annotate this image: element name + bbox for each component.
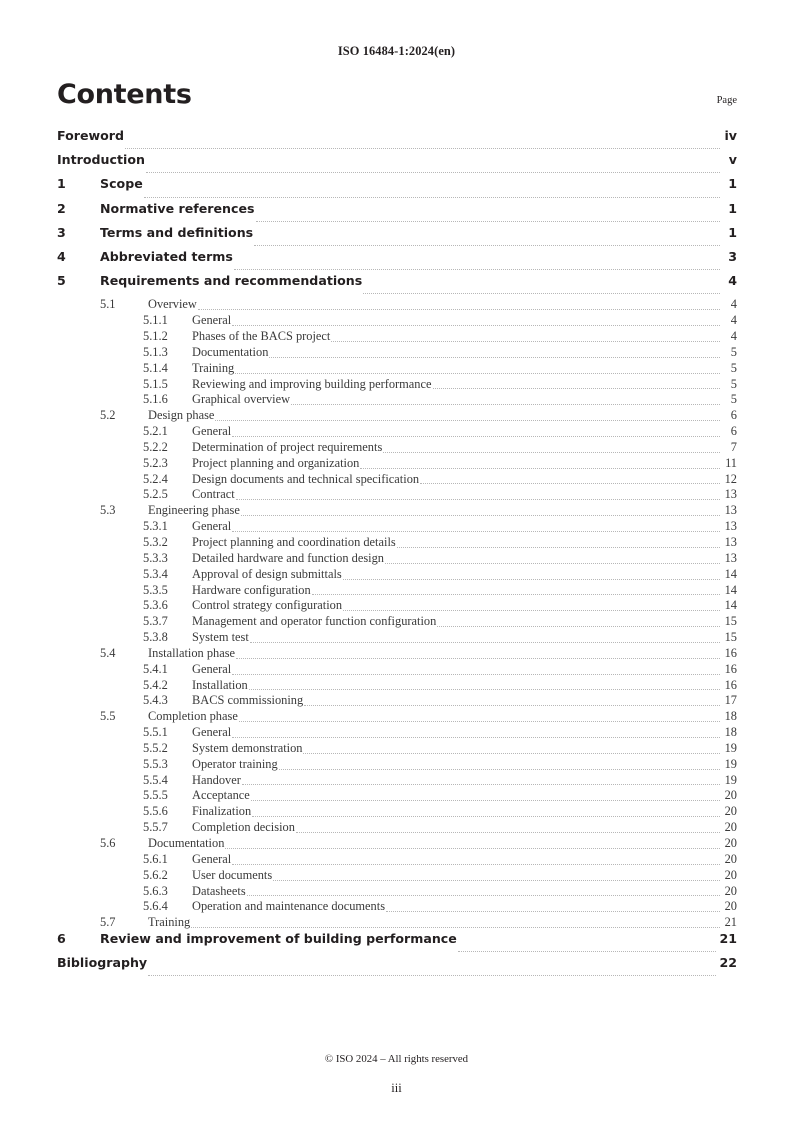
toc-dot-leader xyxy=(250,642,720,643)
toc-entry-label: Introduction xyxy=(57,152,145,168)
toc-entry[interactable] xyxy=(57,361,737,377)
toc-entry-number: 5.1.5 xyxy=(143,376,168,391)
toc-entry-number: 5.3.7 xyxy=(143,614,168,629)
toc-entry-number: 5.1.3 xyxy=(143,344,168,359)
toc-entry-page-number: 20 xyxy=(724,851,737,866)
toc-entry[interactable] xyxy=(57,646,737,662)
toc-dot-leader xyxy=(241,515,720,516)
toc-entry[interactable] xyxy=(57,128,737,152)
toc-entry-label: Operation and maintenance documents xyxy=(192,899,386,914)
toc-entry[interactable] xyxy=(57,931,737,955)
toc-entry-label: Management and operator function configuration xyxy=(192,614,437,629)
toc-dot-leader xyxy=(279,769,720,770)
toc-entry-page-number: 18 xyxy=(724,725,737,740)
toc-entry-page-number: 5 xyxy=(730,376,737,391)
toc-entry-page-number: 14 xyxy=(724,566,737,581)
toc-dot-leader xyxy=(239,721,720,722)
toc-entry[interactable] xyxy=(57,313,737,329)
toc-entry-label: System test xyxy=(192,630,249,645)
toc-entry-number: 5.4.1 xyxy=(143,661,168,676)
toc-entry-label: Approval of design submittals xyxy=(192,566,342,581)
toc-entry-page-number: 21 xyxy=(719,931,737,947)
toc-dot-leader xyxy=(225,848,720,849)
toc-entry[interactable] xyxy=(57,804,737,820)
toc-entry[interactable] xyxy=(57,678,737,694)
toc-dot-leader xyxy=(437,626,720,627)
toc-dot-leader xyxy=(312,594,720,595)
toc-dot-leader xyxy=(251,800,720,801)
toc-entry-page-number: 13 xyxy=(724,550,737,565)
copyright-notice: © ISO 2024 – All rights reserved xyxy=(324,1053,469,1065)
toc-dot-leader xyxy=(235,373,720,374)
toc-entry-page-number: 19 xyxy=(724,740,737,755)
toc-dot-leader xyxy=(247,895,720,896)
toc-entry-page-number: 20 xyxy=(724,788,737,803)
toc-entry-page-number: 20 xyxy=(724,883,737,898)
toc-entry[interactable] xyxy=(57,440,737,456)
toc-entry-label: Installation xyxy=(192,677,248,692)
toc-entry-label: Engineering phase xyxy=(148,503,240,518)
toc-dot-leader xyxy=(232,737,720,738)
toc-entry-label: General xyxy=(192,313,232,328)
toc-dot-leader xyxy=(273,880,720,881)
toc-dot-leader xyxy=(269,357,720,358)
toc-entry[interactable] xyxy=(57,788,737,804)
toc-entry-label: Bibliography xyxy=(57,955,148,971)
toc-entry-page-number: 14 xyxy=(724,598,737,613)
toc-entry-label: Determination of project requirements xyxy=(192,439,383,454)
toc-dot-leader xyxy=(232,436,720,437)
toc-entry-page-number: 1 xyxy=(728,200,737,216)
toc-entry-label: Normative references xyxy=(100,200,255,216)
toc-entry[interactable] xyxy=(57,225,737,249)
toc-entry-page-number: 4 xyxy=(730,329,737,343)
toc-entry-label: BACS commissioning xyxy=(192,693,304,708)
toc-entry[interactable] xyxy=(57,329,737,345)
toc-entry[interactable] xyxy=(57,820,737,836)
toc-entry-number: 5.3.6 xyxy=(143,598,168,613)
toc-entry-number: 5.3.4 xyxy=(143,566,168,581)
toc-entry-label: Hardware configuration xyxy=(192,582,311,597)
toc-entry-label: Contract xyxy=(192,487,235,502)
toc-dot-leader xyxy=(256,221,721,222)
toc-entry[interactable] xyxy=(57,583,737,599)
toc-entry-label: Acceptance xyxy=(192,788,250,803)
toc-entry-number: 1 xyxy=(57,176,66,192)
toc-dot-leader xyxy=(360,468,720,469)
toc-entry-number: 5.1.6 xyxy=(143,392,168,407)
toc-entry[interactable] xyxy=(57,392,737,408)
toc-entry-number: 5.4 xyxy=(100,645,116,660)
toc-entry[interactable] xyxy=(57,884,737,900)
toc-entry-label: User documents xyxy=(192,867,273,882)
toc-dot-leader xyxy=(304,705,720,706)
toc-entry[interactable] xyxy=(57,176,737,200)
toc-entry-label: Operator training xyxy=(192,756,278,771)
toc-dot-leader xyxy=(198,309,720,310)
toc-entry[interactable] xyxy=(57,487,737,503)
toc-entry[interactable] xyxy=(57,535,737,551)
toc-entry-page-number: 18 xyxy=(724,709,737,724)
toc-dot-leader xyxy=(236,658,720,659)
toc-entry-page-number: 15 xyxy=(724,614,737,629)
toc-dot-leader xyxy=(296,832,720,833)
toc-entry-label: Project planning and organization xyxy=(192,455,360,470)
toc-dot-leader xyxy=(383,452,720,453)
toc-entry-label: Overview xyxy=(148,297,197,312)
toc-entry-number: 5.6 xyxy=(100,836,116,850)
toc-entry-label: Scope xyxy=(100,176,143,192)
toc-entry-page-number: 1 xyxy=(728,224,737,240)
toc-dot-leader xyxy=(363,293,720,294)
toc-entry[interactable] xyxy=(57,249,737,273)
toc-dot-leader xyxy=(232,531,720,532)
toc-dot-leader xyxy=(242,784,720,785)
toc-entry-label: General xyxy=(192,519,232,534)
toc-entry[interactable] xyxy=(57,152,737,176)
toc-entry-label: General xyxy=(192,661,232,676)
toc-entry[interactable] xyxy=(57,693,737,709)
toc-entry-number: 5.2.5 xyxy=(143,487,168,502)
toc-entry-label: General xyxy=(192,725,232,740)
toc-entry-page-number: 16 xyxy=(724,645,737,660)
toc-entry-label: Phases of the BACS project xyxy=(192,329,331,343)
toc-entry-page-number: 20 xyxy=(724,899,737,914)
toc-entry-page-number: 5 xyxy=(730,344,737,359)
toc-entry-number: 5.3.3 xyxy=(143,550,168,565)
toc-entry-number: 5 xyxy=(57,273,66,289)
toc-entry-label: Design phase xyxy=(148,408,215,423)
toc-entry-page-number: 14 xyxy=(724,582,737,597)
toc-entry[interactable] xyxy=(57,899,737,915)
toc-entry[interactable] xyxy=(57,852,737,868)
toc-dot-leader xyxy=(236,499,720,500)
toc-dot-leader xyxy=(458,951,717,952)
toc-entry-page-number: 7 xyxy=(730,439,737,454)
toc-entry-label: Datasheets xyxy=(192,883,246,898)
toc-entry-number: 5.5 xyxy=(100,709,116,724)
running-header: ISO 16484-1:2024(en) xyxy=(337,44,456,58)
toc-entry[interactable] xyxy=(57,456,737,472)
toc-entry-page-number: 13 xyxy=(724,534,737,549)
toc-entry-number: 5.1.1 xyxy=(143,313,168,328)
toc-dot-leader xyxy=(232,864,720,865)
toc-entry-page-number: 12 xyxy=(724,471,737,486)
page-column-header: Page xyxy=(716,95,737,106)
toc-entry[interactable] xyxy=(57,630,737,646)
toc-entry[interactable] xyxy=(57,868,737,884)
toc-entry[interactable] xyxy=(57,377,737,393)
toc-entry-page-number: iv xyxy=(724,128,737,143)
toc-entry-page-number: 16 xyxy=(724,661,737,676)
toc-entry-number: 5.7 xyxy=(100,915,116,930)
toc-entry-label: General xyxy=(192,424,232,439)
toc-entry-page-number: 15 xyxy=(724,630,737,645)
toc-entry-label: Training xyxy=(148,915,191,930)
toc-entry-number: 5.3.2 xyxy=(143,534,168,549)
toc-dot-leader xyxy=(191,927,720,928)
toc-entry-label: Documentation xyxy=(148,836,225,850)
toc-entry-label: System demonstration xyxy=(192,740,303,755)
toc-entry-number: 5.1.4 xyxy=(143,360,168,375)
toc-entry[interactable] xyxy=(57,773,737,789)
toc-entry-page-number: 20 xyxy=(724,867,737,882)
toc-entry-label: General xyxy=(192,851,232,866)
toc-entry-label: Documentation xyxy=(192,344,269,359)
toc-dot-leader xyxy=(433,388,721,389)
toc-entry-page-number: v xyxy=(728,152,737,168)
toc-entry-page-number: 20 xyxy=(724,804,737,819)
toc-entry-number: 5.1 xyxy=(100,297,116,312)
toc-entry[interactable] xyxy=(57,662,737,678)
toc-dot-leader xyxy=(386,911,720,912)
toc-entry-page-number: 11 xyxy=(725,455,737,470)
toc-entry[interactable] xyxy=(57,297,737,313)
toc-entry-page-number: 13 xyxy=(724,487,737,502)
toc-entry[interactable] xyxy=(57,424,737,440)
toc-dot-leader xyxy=(291,404,720,405)
toc-entry-page-number: 20 xyxy=(724,820,737,835)
toc-entry-page-number: 4 xyxy=(728,273,737,289)
toc-entry-page-number: 5 xyxy=(730,360,737,375)
toc-entry[interactable] xyxy=(57,503,737,519)
toc-entry-number: 6 xyxy=(57,931,66,947)
toc-entry-label: Design documents and technical specification xyxy=(192,471,420,486)
toc-entry-number: 4 xyxy=(57,248,66,264)
toc-dot-leader xyxy=(385,563,720,564)
toc-entry-number: 5.4.2 xyxy=(143,677,168,692)
toc-entry-page-number: 5 xyxy=(730,392,737,407)
toc-entry-label: Requirements and recommendations xyxy=(100,273,363,289)
toc-entry-number: 5.6.3 xyxy=(143,883,168,898)
toc-dot-leader xyxy=(303,753,720,754)
toc-entry-number: 5.5.5 xyxy=(143,788,168,803)
toc-dot-leader xyxy=(420,483,720,484)
toc-entry-page-number: 17 xyxy=(724,693,737,708)
toc-entry-page-number: 13 xyxy=(724,519,737,534)
toc-entry-number: 5.3.5 xyxy=(143,582,168,597)
toc-entry-number: 5.5.7 xyxy=(143,820,168,835)
toc-entry-number: 5.6.4 xyxy=(143,899,168,914)
toc-entry-label: Handover xyxy=(192,772,241,787)
toc-dot-leader xyxy=(343,610,720,611)
toc-entry-number: 5.2 xyxy=(100,408,116,423)
toc-dot-leader xyxy=(232,325,720,326)
toc-entry-label: Finalization xyxy=(192,804,252,819)
toc-entry-number: 5.2.1 xyxy=(143,424,168,439)
toc-entry-page-number: 21 xyxy=(724,915,737,930)
toc-entry-page-number: 1 xyxy=(728,176,737,192)
toc-entry[interactable] xyxy=(57,757,737,773)
toc-dot-leader xyxy=(249,689,720,690)
toc-entry-number: 5.5.3 xyxy=(143,756,168,771)
toc-entry-number: 5.6.1 xyxy=(143,851,168,866)
toc-entry-number: 5.5.4 xyxy=(143,772,168,787)
toc-dot-leader xyxy=(343,579,720,580)
page-title: Contents xyxy=(57,79,192,110)
toc-entry-number: 5.5.1 xyxy=(143,725,168,740)
toc-entry[interactable] xyxy=(57,725,737,741)
toc-entry-number: 5.4.3 xyxy=(143,693,168,708)
toc-entry-label: Terms and definitions xyxy=(100,224,254,240)
toc-entry-page-number: 19 xyxy=(724,772,737,787)
toc-entry-page-number: 4 xyxy=(730,297,737,312)
toc-dot-leader xyxy=(148,975,716,976)
toc-entry-number: 2 xyxy=(57,200,66,216)
toc-dot-leader xyxy=(234,269,720,270)
toc-entry-label: Training xyxy=(192,360,235,375)
toc-entry-page-number: 16 xyxy=(724,677,737,692)
toc-entry-label: Reviewing and improving building performance xyxy=(192,376,432,391)
page-folio: iii xyxy=(391,1081,402,1095)
toc-entry-number: 5.3 xyxy=(100,503,116,518)
toc-entry-label: Detailed hardware and function design xyxy=(192,550,384,565)
toc-entry-page-number: 6 xyxy=(730,424,737,439)
toc-entry[interactable] xyxy=(57,472,737,488)
toc-entry[interactable] xyxy=(57,567,737,583)
toc-dot-leader xyxy=(254,245,720,246)
toc-entry[interactable] xyxy=(57,709,737,725)
toc-entry-label: Project planning and coordination details xyxy=(192,534,396,549)
toc-entry[interactable] xyxy=(57,551,737,567)
toc-entry-page-number: 4 xyxy=(730,313,737,328)
toc-entry-label: Completion decision xyxy=(192,820,295,835)
toc-entry-number: 5.1.2 xyxy=(143,329,168,343)
toc-entry-number: 5.2.2 xyxy=(143,439,168,454)
toc-entry-label: Review and improvement of building performance xyxy=(100,931,457,947)
toc-entry-number: 5.5.2 xyxy=(143,740,168,755)
toc-entry-label: Control strategy configuration xyxy=(192,598,343,613)
toc-entry[interactable] xyxy=(57,614,737,630)
toc-entry-page-number: 13 xyxy=(724,503,737,518)
contents-title-row xyxy=(57,80,737,110)
toc-dot-leader xyxy=(125,148,720,149)
toc-entry[interactable] xyxy=(57,201,737,225)
toc-entry-page-number: 19 xyxy=(724,756,737,771)
toc-entry[interactable] xyxy=(57,836,737,852)
toc-entry-label: Foreword xyxy=(57,128,125,143)
toc-entry[interactable] xyxy=(57,955,737,979)
toc-dot-leader xyxy=(331,341,720,342)
toc-entry[interactable] xyxy=(57,273,737,297)
toc-entry[interactable] xyxy=(57,598,737,614)
toc-entry-number: 5.3.8 xyxy=(143,630,168,645)
table-of-contents xyxy=(57,128,737,979)
toc-entry[interactable] xyxy=(57,741,737,757)
toc-entry-number: 5.2.3 xyxy=(143,455,168,470)
toc-entry[interactable] xyxy=(57,408,737,424)
toc-entry[interactable] xyxy=(57,519,737,535)
toc-entry[interactable] xyxy=(57,345,737,361)
toc-entry[interactable] xyxy=(57,915,737,931)
toc-entry-page-number: 6 xyxy=(730,408,737,423)
toc-dot-leader xyxy=(146,172,720,173)
toc-entry-label: Abbreviated terms xyxy=(100,248,233,264)
toc-dot-leader xyxy=(252,816,720,817)
toc-dot-leader xyxy=(215,420,720,421)
toc-entry-label: Graphical overview xyxy=(192,392,291,407)
toc-dot-leader xyxy=(397,547,720,548)
toc-entry-page-number: 22 xyxy=(719,955,737,971)
toc-entry-page-number: 20 xyxy=(724,836,737,850)
toc-entry-number: 5.2.4 xyxy=(143,471,168,486)
toc-entry-number: 5.3.1 xyxy=(143,519,168,534)
toc-entry-label: Installation phase xyxy=(148,645,236,660)
toc-entry-label: Completion phase xyxy=(148,709,238,724)
toc-dot-leader xyxy=(232,674,720,675)
toc-entry-number: 3 xyxy=(57,224,66,240)
toc-entry-number: 5.6.2 xyxy=(143,867,168,882)
toc-entry-number: 5.5.6 xyxy=(143,804,168,819)
toc-entry-page-number: 3 xyxy=(728,248,737,264)
toc-dot-leader xyxy=(144,197,720,198)
